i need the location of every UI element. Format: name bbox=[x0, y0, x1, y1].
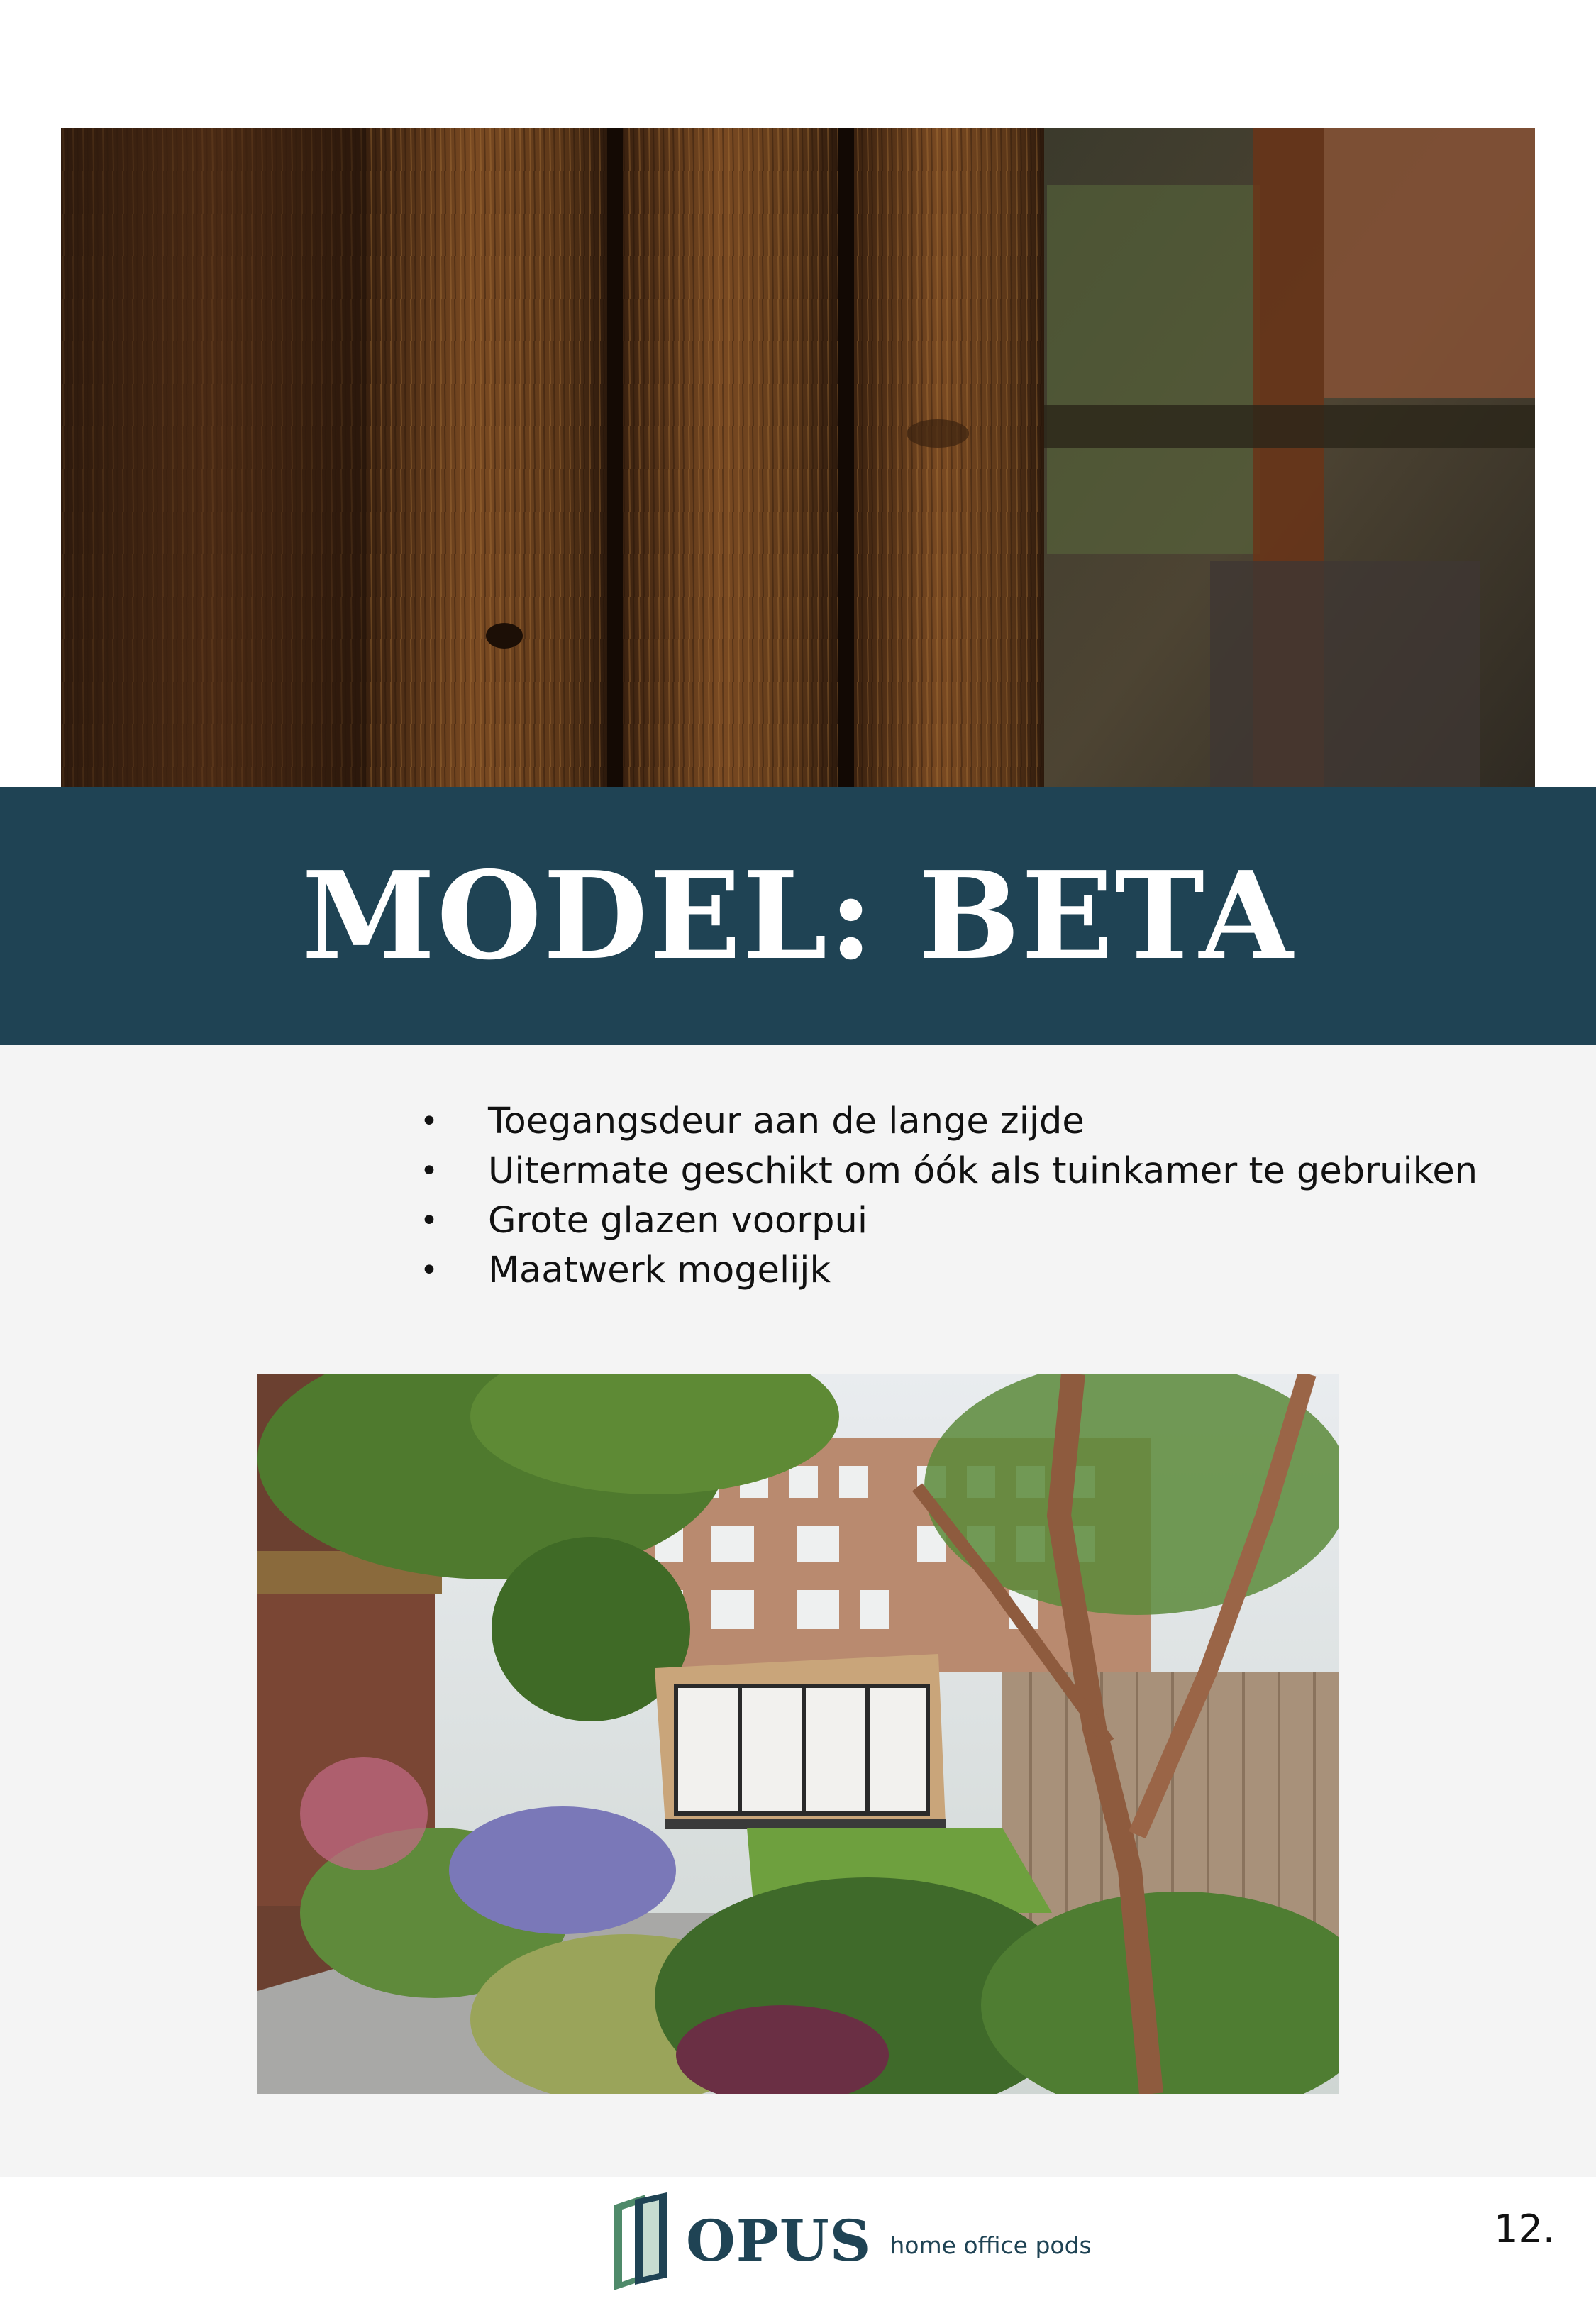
page-number: 12. bbox=[1494, 2207, 1555, 2251]
opus-logo-icon bbox=[606, 2191, 670, 2290]
feature-text: Toegangsdeur aan de lange zijde bbox=[488, 1100, 1085, 1142]
list-item bbox=[411, 1246, 1478, 1296]
page-title: MODEL: BETA bbox=[301, 845, 1295, 987]
bullet-icon: • bbox=[420, 1203, 438, 1239]
list-item bbox=[411, 1147, 1478, 1196]
content-area bbox=[0, 1045, 1596, 2177]
feature-list bbox=[411, 1097, 1478, 1296]
footer bbox=[0, 2177, 1596, 2306]
feature-text: Grote glazen voorpui bbox=[488, 1200, 868, 1242]
title-band bbox=[0, 787, 1596, 1045]
list-item bbox=[411, 1196, 1478, 1246]
bullet-icon: • bbox=[420, 1252, 438, 1289]
brand-tagline: home office pods bbox=[890, 2231, 1092, 2259]
wood-cladding-photo bbox=[61, 128, 1535, 787]
bullet-icon: • bbox=[420, 1103, 438, 1140]
brand-name: OPUS bbox=[686, 2207, 872, 2274]
bullet-icon: • bbox=[420, 1153, 438, 1189]
feature-text: Maatwerk mogelijk bbox=[488, 1249, 831, 1291]
list-item bbox=[411, 1097, 1478, 1147]
opus-logo bbox=[606, 2191, 1092, 2290]
garden-office-photo bbox=[257, 1374, 1339, 2094]
feature-text: Uitermate geschikt om óók als tuinkamer te gebruiken bbox=[488, 1150, 1478, 1192]
